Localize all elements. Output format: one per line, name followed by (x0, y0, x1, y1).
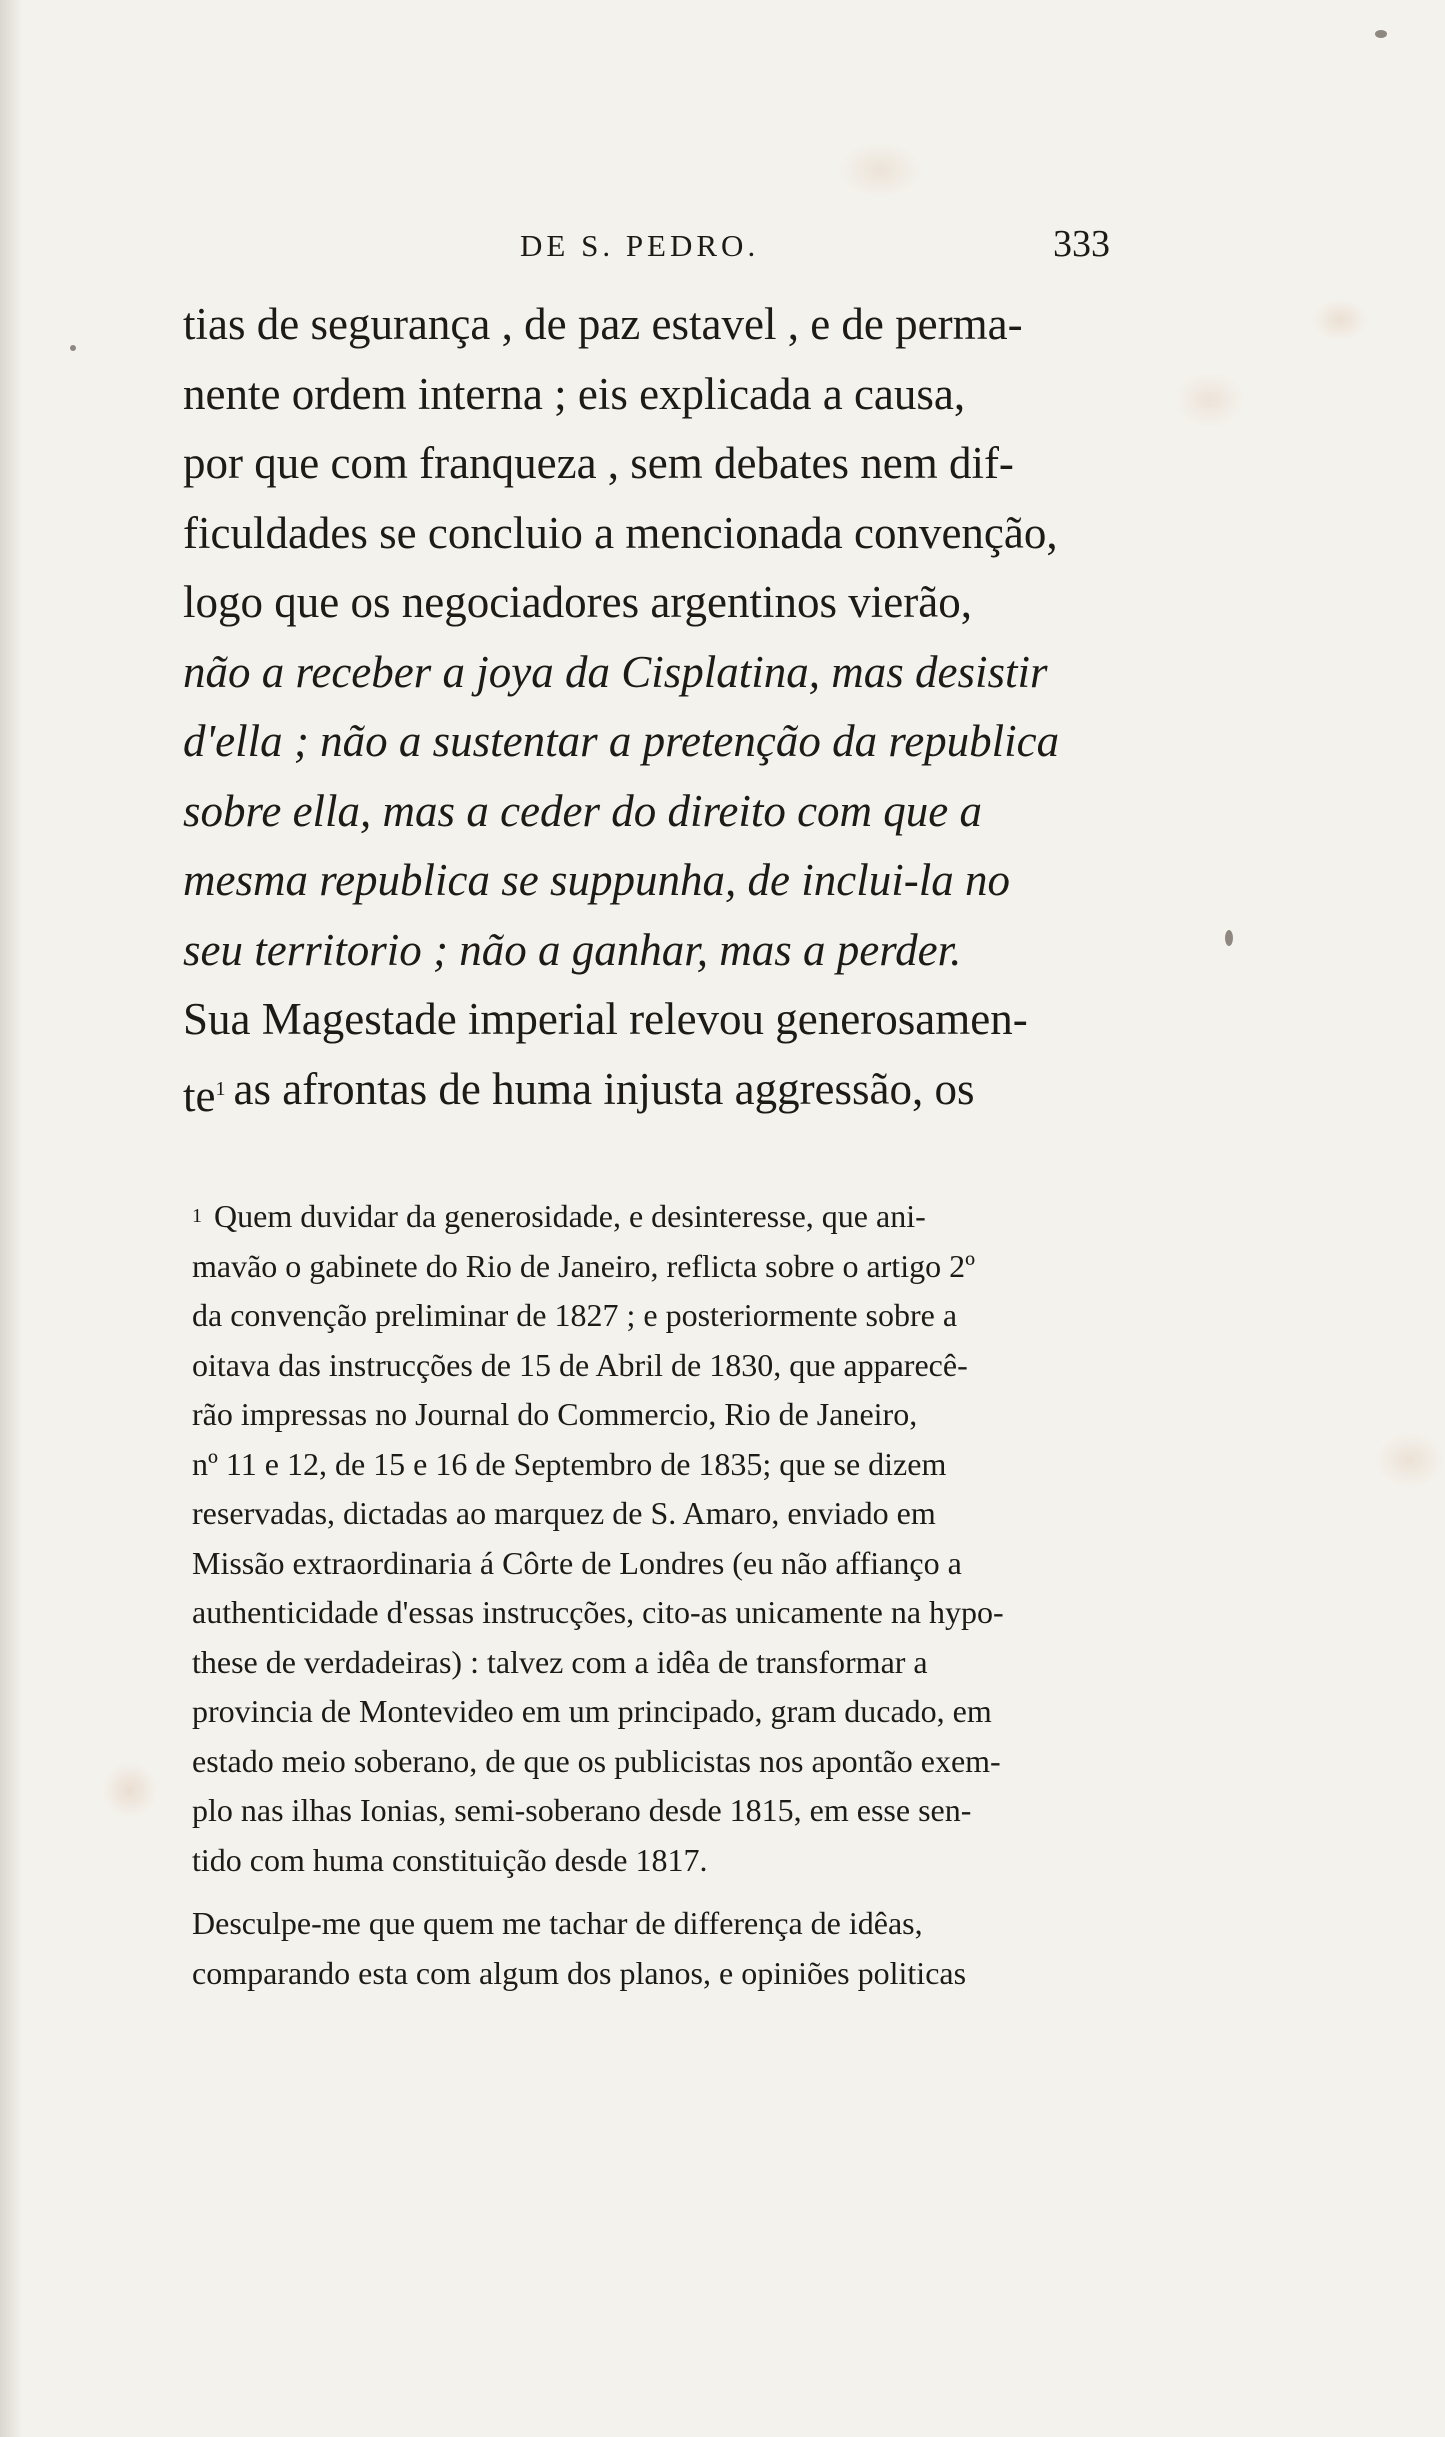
footnote-paragraph-line: comparando esta com algum dos planos, e opiniões politicas (192, 1954, 967, 1991)
stray-mark (1225, 930, 1233, 946)
text-line: Sua Magestade imperial relevou generosamen- (183, 994, 1028, 1044)
footnote-line: mavão o gabinete do Rio de Janeiro, reflicta sobre o artigo 2º (192, 1247, 975, 1284)
text-line: tias de segurança , de paz estavel , e de perma- (183, 299, 1023, 349)
running-head: DE S. PEDRO. (520, 228, 760, 263)
page-number: 333 (1053, 223, 1110, 265)
page-header (520, 222, 1110, 266)
main-text (183, 290, 1113, 1131)
footnote-ref: 1 (215, 1077, 226, 1100)
footnote-marker: 1 (192, 1205, 202, 1227)
footnote-line: rão impressas no Journal do Commercio, Rio de Janeiro, (192, 1396, 918, 1432)
footnote-text: Quem duvidar da generosidade, e desinteresse, que ani- (214, 1198, 926, 1234)
footnote-line: plo nas ilhas Ionias, semi-soberano desde 1815, em esse sen- (192, 1792, 972, 1828)
italic-text-line: mesma republica se suppunha, de inclui-la no (183, 855, 1010, 905)
italic-text-line: d'ella ; não a sustentar a pretenção da republica (183, 716, 1060, 766)
footnote (192, 1192, 1132, 1998)
text-line-with-footnote-ref (183, 1055, 1113, 1132)
text-fragment: te (183, 1070, 216, 1121)
footnote-paragraph-line: Desculpe-me que quem me tachar de differença de idêas, (192, 1905, 923, 1941)
footnote-line: oitava das instrucções de 15 de Abril de 1830, que apparecê- (192, 1346, 968, 1383)
footnote-line: reservadas, dictadas ao marquez de S. Amaro, enviado em (192, 1495, 936, 1531)
footnote-line: nº 11 e 12, de 15 e 16 de Septembro de 1835; que se dizem (192, 1445, 947, 1482)
text-line: logo que os negociadores argentinos vierão, (183, 577, 972, 627)
italic-text-line: seu territorio ; não a ganhar, mas a perder. (183, 924, 962, 975)
footnote-line: authenticidade d'essas instrucções, cito-as unicamente na hypo- (192, 1594, 1004, 1630)
footnote-line: tido com huma constituição desde 1817. (192, 1841, 708, 1878)
footnote-line: provincia de Montevideo em um principado, gram ducado, em (192, 1693, 992, 1729)
footnote-line: da convenção preliminar de 1827 ; e posteriormente sobre a (192, 1297, 958, 1333)
text-fragment-group (183, 1055, 225, 1132)
page-edge-shadow (0, 0, 22, 2437)
stray-mark (1375, 30, 1387, 38)
footnote-line: these de verdadeiras) : talvez com a idêa de transformar a (192, 1643, 928, 1680)
text-line: nente ordem interna ; eis explicada a causa, (183, 368, 966, 419)
text-line: por que com franqueza , sem debates nem dif- (183, 438, 1014, 488)
footnote-line: estado meio soberano, de que os publicistas nos apontão exem- (192, 1742, 1001, 1779)
italic-text-line: sobre ella, mas a ceder do direito com que a (183, 785, 983, 836)
text-line: ficuldades se concluio a mencionada convenção, (183, 507, 1058, 558)
italic-text-line: não a receber a joya da Cisplatina, mas desistir (183, 646, 1048, 697)
stray-mark (70, 345, 76, 351)
footnote-line (192, 1192, 1132, 1242)
footnote-line: Missão extraordinaria á Côrte de Londres (eu não affianço a (192, 1544, 962, 1581)
text-fragment: as afrontas de huma injusta aggressão, os (233, 1063, 975, 1114)
